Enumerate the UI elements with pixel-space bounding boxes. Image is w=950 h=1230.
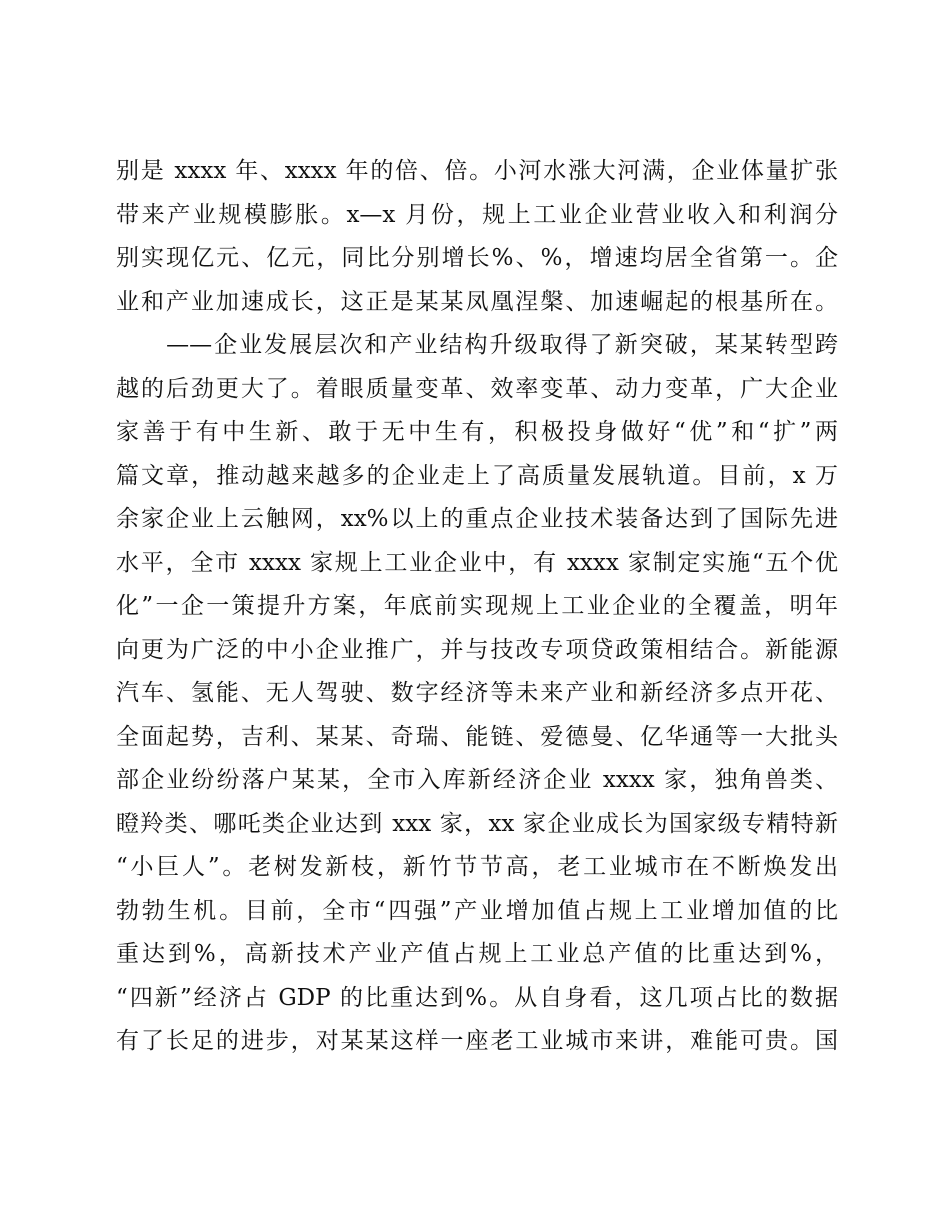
text-line: 带来产业规模膨胀。x—x 月份，规上工业企业营业收入和利润分 <box>116 201 838 228</box>
text-line: ——企业发展层次和产业结构升级取得了新突破，某某转型跨 <box>116 332 838 358</box>
text-line: 勃勃生机。目前，全市“四强”产业增加值占规上工业增加值的比 <box>116 897 838 924</box>
text-line: 别实现亿元、亿元，同比分别增长%、%，增速均居全省第一。企 <box>116 245 838 271</box>
text-line: 化”一企一策提升方案，年底前实现规上工业企业的全覆盖，明年 <box>116 593 838 619</box>
text-line: 业和产业加速成长，这正是某某凤凰涅槃、加速崛起的根基所在。 <box>116 288 838 315</box>
text-line: 篇文章，推动越来越多的企业走上了高质量发展轨道。目前，x 万 <box>116 462 838 489</box>
text-line: 家善于有中生新、敢于无中生有，积极投身做好“优”和“扩”两 <box>116 419 838 445</box>
text-line: “四新”经济占 GDP 的比重达到%。从自身看，这几项占比的数据 <box>116 984 838 1011</box>
text-line: 别是 xxxx 年、xxxx 年的倍、倍。小河水涨大河满，企业体量扩张 <box>116 158 838 184</box>
text-line: 瞪羚类、哪吒类企业达到 xxx 家，xx 家企业成长为国家级专精特新 <box>116 810 838 837</box>
text-line: 有了长足的进步，对某某这样一座老工业城市来讲，难能可贵。国 <box>116 1028 838 1054</box>
text-line: 水平，全市 xxxx 家规上工业企业中，有 xxxx 家制定实施“五个优 <box>116 549 838 576</box>
body-text <box>116 150 838 1064</box>
text-line: 重达到%，高新技术产业产值占规上工业总产值的比重达到%， <box>116 941 838 967</box>
text-line: 越的后劲更大了。着眼质量变革、效率变革、动力变革，广大企业 <box>116 375 838 402</box>
text-line: 向更为广泛的中小企业推广，并与技改专项贷政策相结合。新能源 <box>116 636 838 663</box>
text-line: 全面起势，吉利、某某、奇瑞、能链、爱德曼、亿华通等一大批头 <box>116 723 838 750</box>
text-line: “小巨人”。老树发新枝，新竹节节高，老工业城市在不断焕发出 <box>116 854 838 880</box>
text-line: 部企业纷纷落户某某，全市入库新经济企业 xxxx 家，独角兽类、 <box>116 767 838 793</box>
text-line: 余家企业上云触网，xx%以上的重点企业技术装备达到了国际先进 <box>116 506 838 532</box>
text-line: 汽车、氢能、无人驾驶、数字经济等未来产业和新经济多点开花、 <box>116 680 838 706</box>
